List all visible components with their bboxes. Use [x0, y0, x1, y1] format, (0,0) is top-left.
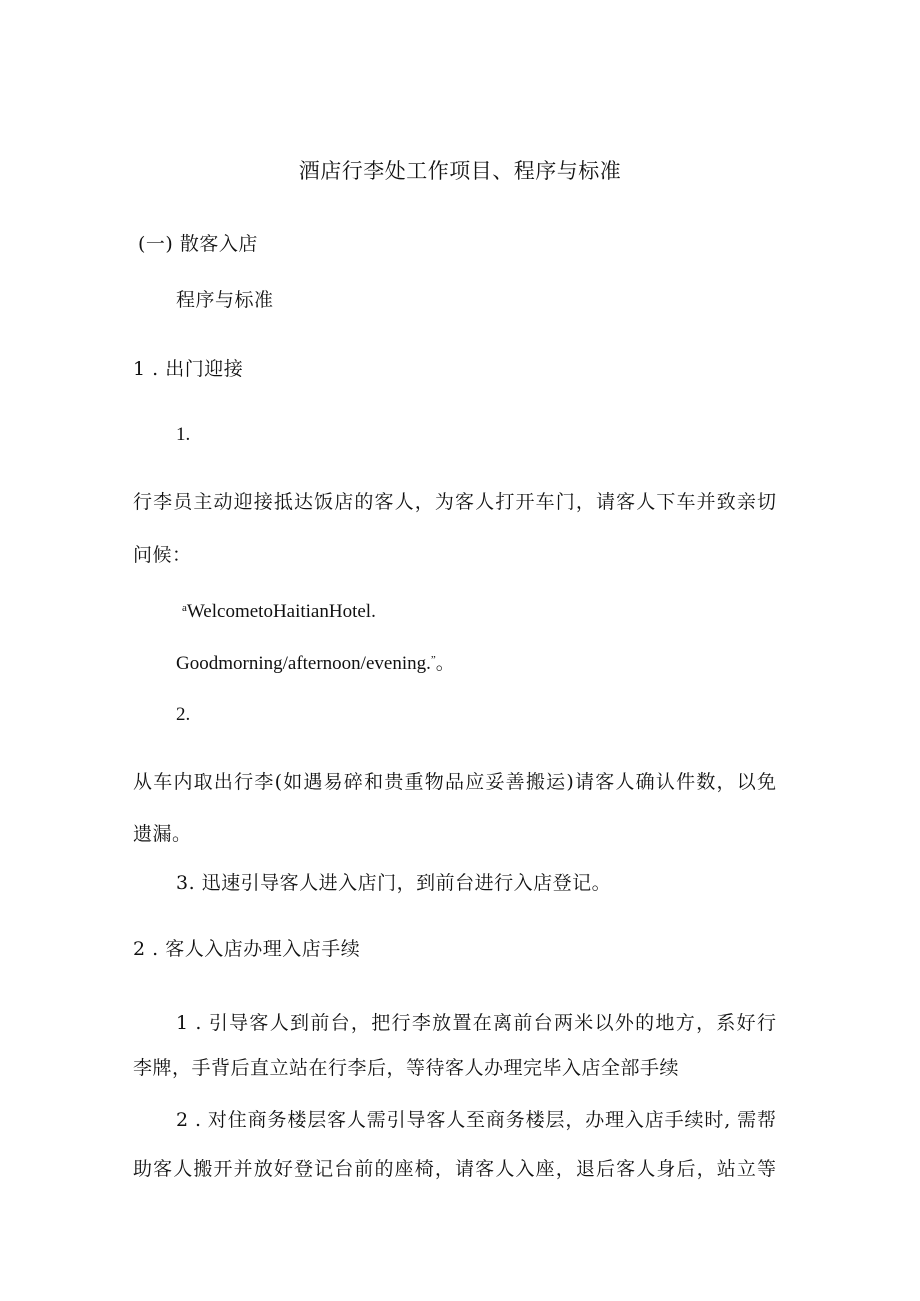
- step2-item2-line2: 助客人搬开并放好登记台前的座椅，请客人入座，退后客人身后，站立等: [133, 1158, 776, 1180]
- step1-item3: 3. 迅速引导客人进入店门，到前台进行入店登记。: [176, 872, 612, 894]
- step1-item1-number: 1.: [176, 424, 191, 445]
- greeting-line2-mark: ”: [430, 654, 436, 666]
- greeting-line2-text: Goodmorning/afternoon/evening.: [176, 653, 431, 674]
- step1-item1-text-line1: 行李员主动迎接抵达饭店的客人，为客人打开车门，请客人下车并致亲切: [133, 491, 776, 513]
- step1-heading: 1 . 出门迎接: [133, 358, 244, 380]
- step2-item1-line2: 李牌，手背后直立站在行李后，等待客人办理完毕入店全部手续: [133, 1057, 680, 1079]
- step1-item2-text-line2: 遗漏。: [133, 823, 192, 845]
- section-heading: (一) 散客入店: [138, 233, 258, 255]
- greeting-line1: [182, 596, 376, 624]
- step2-item1-line1: 1 . 引导客人到前台，把行李放置在离前台两米以外的地方，系好行: [176, 1012, 776, 1034]
- step1-item1-text-line2: 问候：: [133, 544, 192, 566]
- greeting-line1-text: WelcometoHaitianHotel.: [186, 601, 376, 622]
- subheading: 程序与标准: [176, 289, 274, 311]
- step2-heading: 2 . 客人入店办理入店手续: [133, 938, 361, 960]
- greeting-line1-mark: a: [182, 602, 187, 614]
- greeting-line2: [176, 648, 455, 676]
- step1-item2-number: 2.: [176, 704, 191, 725]
- page-title: 酒店行李处工作项目、程序与标准: [298, 159, 622, 183]
- step1-item2-text-line1: 从车内取出行李(如遇易碎和贵重物品应妥善搬运)请客人确认件数，以免: [133, 771, 776, 793]
- greeting-line2-end: 。: [435, 653, 455, 674]
- step2-item2-line1: 2 . 对住商务楼层客人需引导客人至商务楼层，办理入店手续时, 需帮: [176, 1109, 776, 1131]
